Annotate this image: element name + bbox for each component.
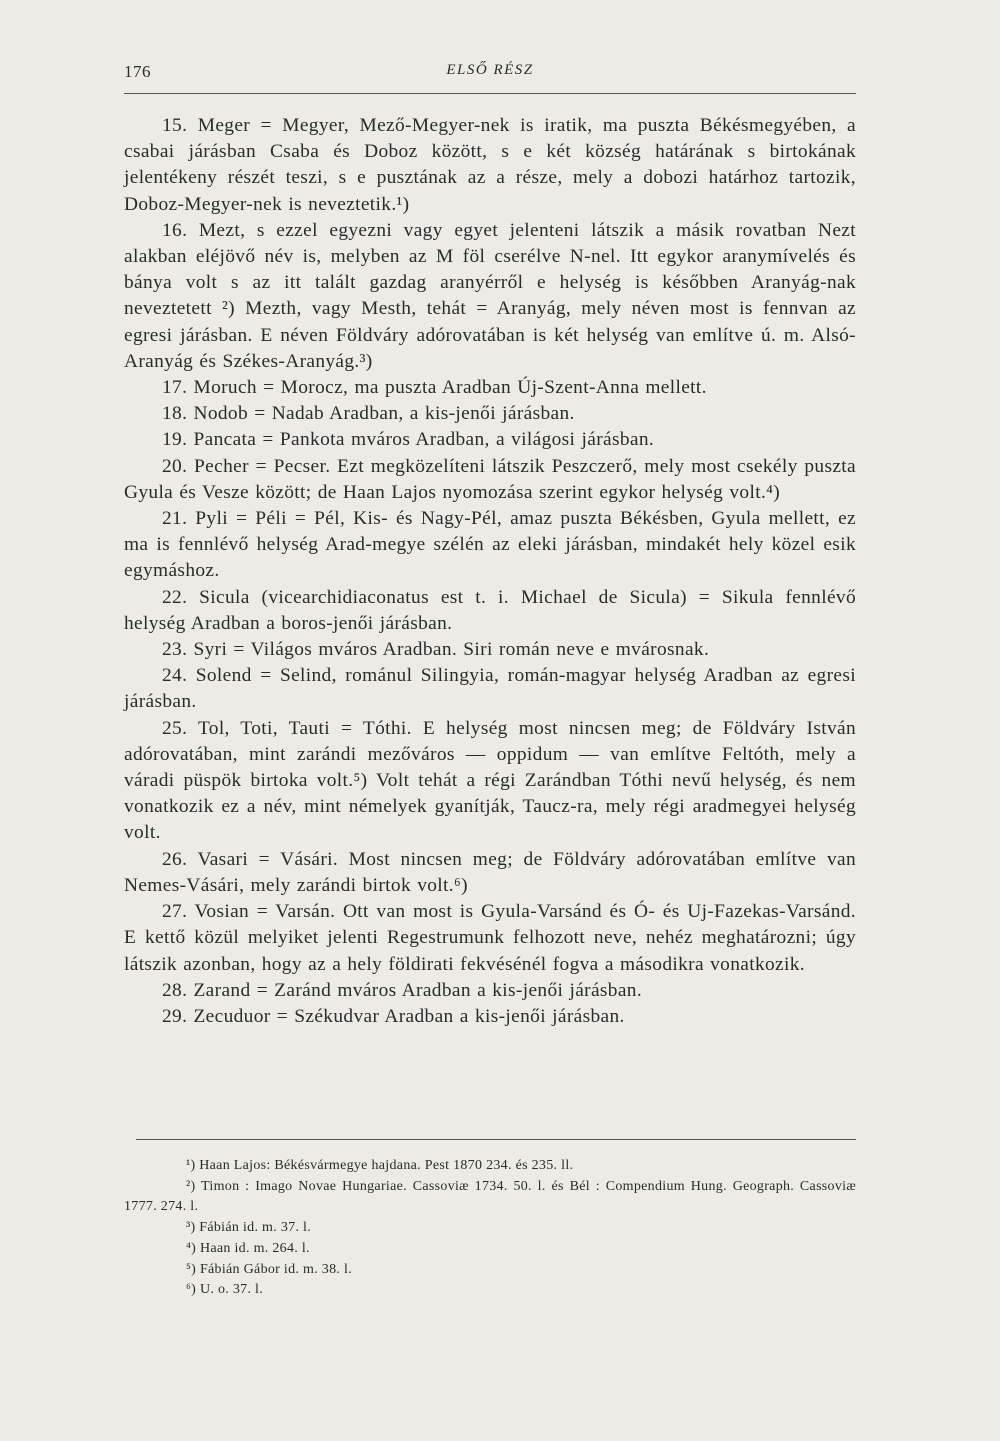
footnote-3: ³) Fábián id. m. 37. l. (186, 1220, 312, 1236)
footnotes (124, 1156, 856, 1301)
entry-29: 29. Zecuduor = Székudvar Aradban a kis-jenői járásban. (162, 1005, 625, 1027)
footnote-rule (136, 1139, 856, 1140)
header-rule (124, 93, 856, 94)
entry-24: 24. Solend = Selind, románul Silingyia, román-magyar helység Aradban az egresi járásban. (124, 665, 856, 713)
footnote-1: ¹) Haan Lajos: Békésvármegye hajdana. Pest 1870 234. és 235. ll. (186, 1158, 574, 1173)
entry-26: 26. Vasari = Vásári. Most nincsen meg; de Földváry adórovatában említve van Nemes-Vásári, mely zarándi birtok volt.⁶) (124, 848, 856, 896)
footnote-5: ⁵) Fábián Gábor id. m. 38. l. (186, 1261, 353, 1277)
footnote-4: ⁴) Haan id. m. 264. l. (186, 1240, 310, 1256)
entry-28: 28. Zarand = Zaránd mváros Aradban a kis-jenői járásban. (162, 979, 643, 1001)
entry-22: 22. Sicula (vicearchidiaconatus est t. i. Michael de Sicula) = Sikula fennlévő helység Aradban a boros-jenői járásban. (124, 586, 856, 634)
entry-15: 15. Meger = Megyer, Mező-Megyer-nek is iratik, ma puszta Békésmegyében, a csabai járásban Csaba és Doboz között, s e két község határának s birtokának jelentékeny részét teszi, s e pusztának az a része, mely a dobozi határhoz tartozik, Doboz-Megyer-nek is neveztetik.¹) (124, 115, 856, 215)
entry-20: 20. Pecher = Pecser. Ezt megközelíteni látszik Peszczerő, mely most csekély puszta Gyula és Vesze között; de Haan Lajos nyomozása szerint egykor helység volt.⁴) (124, 455, 856, 503)
entry-23: 23. Syri = Világos mváros Aradban. Siri román neve e mvárosnak. (162, 639, 710, 661)
entry-17: 17. Moruch = Morocz, ma puszta Aradban Új-Szent-Anna mellett. (162, 377, 707, 399)
entry-18: 18. Nodob = Nadab Aradban, a kis-jenői járásban. (162, 403, 575, 425)
entry-19: 19. Pancata = Pankota mváros Aradban, a világosi járásban. (162, 429, 655, 451)
footnote-6: ⁶) U. o. 37. l. (186, 1282, 264, 1298)
page-header (124, 62, 856, 92)
footnote-2: ²) Timon : Imago Novae Hungariae. Cassoviæ 1734. 50. l. és Bél : Compendium Hung. Geograph. Cassoviæ 1777. 274. l. (124, 1178, 856, 1215)
page-number: 176 (124, 62, 151, 81)
entry-25: 25. Tol, Toti, Tauti = Tóthi. E helység most nincsen meg; de Földváry István adórovatában, mint zarándi mezőváros — oppidum — van említve Feltóth, mely a váradi püspök birtoka volt.⁵) Volt tehát a régi Zarándban Tóthi nevű helység, és nem vonatkozik ez a név, mint némelyek gyanítják, Taucz-ra, mely régi aradmegyei helység volt. (124, 717, 856, 844)
main-text (124, 113, 856, 1030)
entry-27: 27. Vosian = Varsán. Ott van most is Gyula-Varsánd és Ó- és Uj-Fazekas-Varsánd. E kettő közül melyiket jelenti Regestrumunk felhozott neve, nehéz meghatározni; úgy látszik azonban, hogy az a hely földirati fekvésénél fogva a másodikra vonatkozik. (124, 901, 856, 975)
entry-16: 16. Mezt, s ezzel egyezni vagy egyet jelenteni látszik a másik rovatban Nezt alakban eléjövő név is, melyben az M föl cserélve N-nel. Itt egykor aranymívelés és bánya volt s az itt talált gazdag aranyérről e helység is későbben Aranyág-nak neveztetett ²) Mezth, vagy Mesth, tehát = Aranyág, mely néven most is fennvan az egresi járásban. E néven Földváry adórovatában is két helység van említve ú. m. Alsó-Aranyág és Székes-Aranyág.³) (124, 219, 856, 372)
running-title: ELSŐ RÉSZ (446, 62, 534, 78)
entry-21: 21. Pyli = Péli = Pél, Kis- és Nagy-Pél, amaz puszta Békésben, Gyula mellett, ez ma is fennlévő helység Arad-megye szélén az eleki járásban, mindakét hely közel esik egymáshoz. (124, 508, 856, 582)
